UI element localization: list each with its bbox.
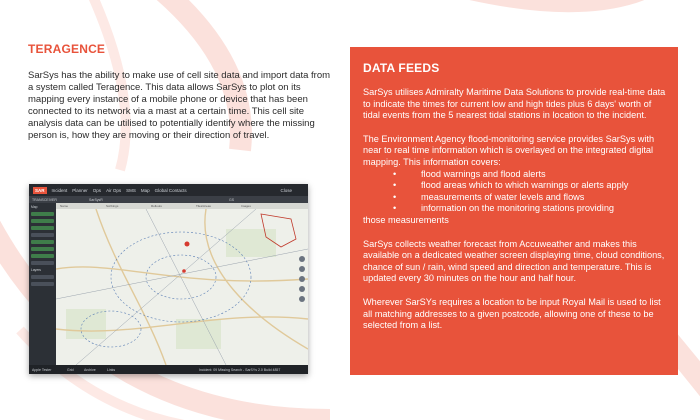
data-feeds-panel [350,47,678,375]
status-links: Links [107,367,116,372]
map-field [226,229,276,257]
teragence-body: SarSys has the ability to make use of cell site data and import data from a system called Teragence. This data allows SarSys to plot on its mapping every instance of a mobile phone or device that has been connected to its network via a mast at a certain time. This cell site analysis data can be utilised to potentially identify where the missing person is, how they are moving or their direction of travel. [28,70,331,142]
bullet-icon: • [393,180,397,191]
list-item [363,180,666,192]
screenshot-sidebar [29,203,56,365]
screenshot-sub-bar [29,196,308,203]
tab-scribings: Scribings [106,204,119,208]
screenshot-close-label: Close [280,187,292,193]
status-grid: Grid [67,367,74,372]
menu-item-map: Map [140,187,150,193]
sidebar-entry [31,226,54,230]
list-item [363,192,666,204]
map-control-icon [299,256,305,262]
sarsys-screenshot [29,184,308,374]
list-item [363,169,666,181]
sidebar-entry [31,282,54,286]
status-incident: Incident: 09 Missing Search - SarSYs 2.0 Build 4857 [199,367,281,372]
location-marker-icon [182,269,186,273]
list-item-text: measurements of water levels and flows [421,191,585,202]
status-archive: Archive [84,367,96,372]
map-control-icon [299,296,305,302]
menu-item-ops: Ops [92,187,102,193]
menu-item-sms: SMS [126,187,136,193]
data-feeds-heading: DATA FEEDS [363,61,440,75]
subbar-center: SarSysR [89,197,103,202]
sidebar-label-layers: Layers [31,268,41,272]
status-user: Apple Tester [32,367,52,372]
sidebar-label-map: Map [31,205,38,209]
menu-item-global-contacts: Global Contacts [154,187,187,193]
menu-item-air-ops: Air Ops [106,187,122,193]
menu-item-incident: Incident [51,187,68,193]
accuweather-paragraph: SarSys collects weather forecast from Accuweather and makes this available on a dedicated weather screen displaying time, cloud conditions, chance of sun / rain, wind speed and direction and temperature. This is updated every 30 minutes on the hour and half hour. [363,238,665,284]
environment-agency-intro: The Environment Agency flood-monitoring service provides SarSys with near to real time information which is overlayed on the integrated digital mapping. This information covers: [363,133,655,167]
bullet-icon: • [393,203,397,214]
screenshot-map [56,209,308,365]
map-control-icon [299,266,305,272]
map-field [66,309,106,339]
sidebar-entry [31,240,54,244]
sidebar-entry [31,247,54,251]
sidebar-entry [31,212,54,216]
list-item-text: flood areas which to which warnings or alerts apply [421,180,629,191]
sidebar-entry [31,275,54,279]
subbar-left: TRANSCEIVER [32,197,57,202]
tab-name: Name [60,204,69,208]
sarsys-logo: SAR [35,187,45,193]
teragence-heading: TERAGENCE [28,42,106,56]
map-control-icon [299,286,305,292]
environment-agency-paragraph [363,134,666,227]
screenshot-status-bar [29,365,308,374]
sidebar-entry [31,254,54,258]
royal-mail-paragraph: Wherever SarSYs requires a location to be input Royal Mail is used to list all matching addresses to a given postcode, allowing one of these to be selected from a list. [363,296,661,331]
list-item [363,203,666,215]
flood-info-list [363,169,666,215]
menu-item-planner: Planner [72,187,88,193]
arc-top-right [400,0,640,1]
tab-tiles-areas: Tiles/Areas [196,204,211,208]
screenshot-menu-bar [29,184,308,196]
bullet-icon: • [393,168,397,179]
sidebar-entry [31,233,54,237]
tab-images: Images [241,204,251,208]
tab-rollouts: Rollouts [151,204,162,208]
bullet-icon: • [393,191,397,202]
list-item-text: information on the monitoring stations providing [421,203,615,214]
sidebar-entry [31,219,54,223]
incident-marker-icon [185,242,190,247]
list-item-text: flood warnings and flood alerts [421,168,546,179]
map-control-icon [299,276,305,282]
admiralty-paragraph: SarSys utilises Admiralty Maritime Data Solutions to provide real-time data to indicate the times for current low and high tides plus 6 days' worth of tidal events from the 5 nearest tidal stations in location to the incident. [363,87,666,121]
subbar-right: GS [229,197,235,202]
environment-agency-tail: those measurements [363,214,449,225]
sidebar-entry [31,261,54,265]
